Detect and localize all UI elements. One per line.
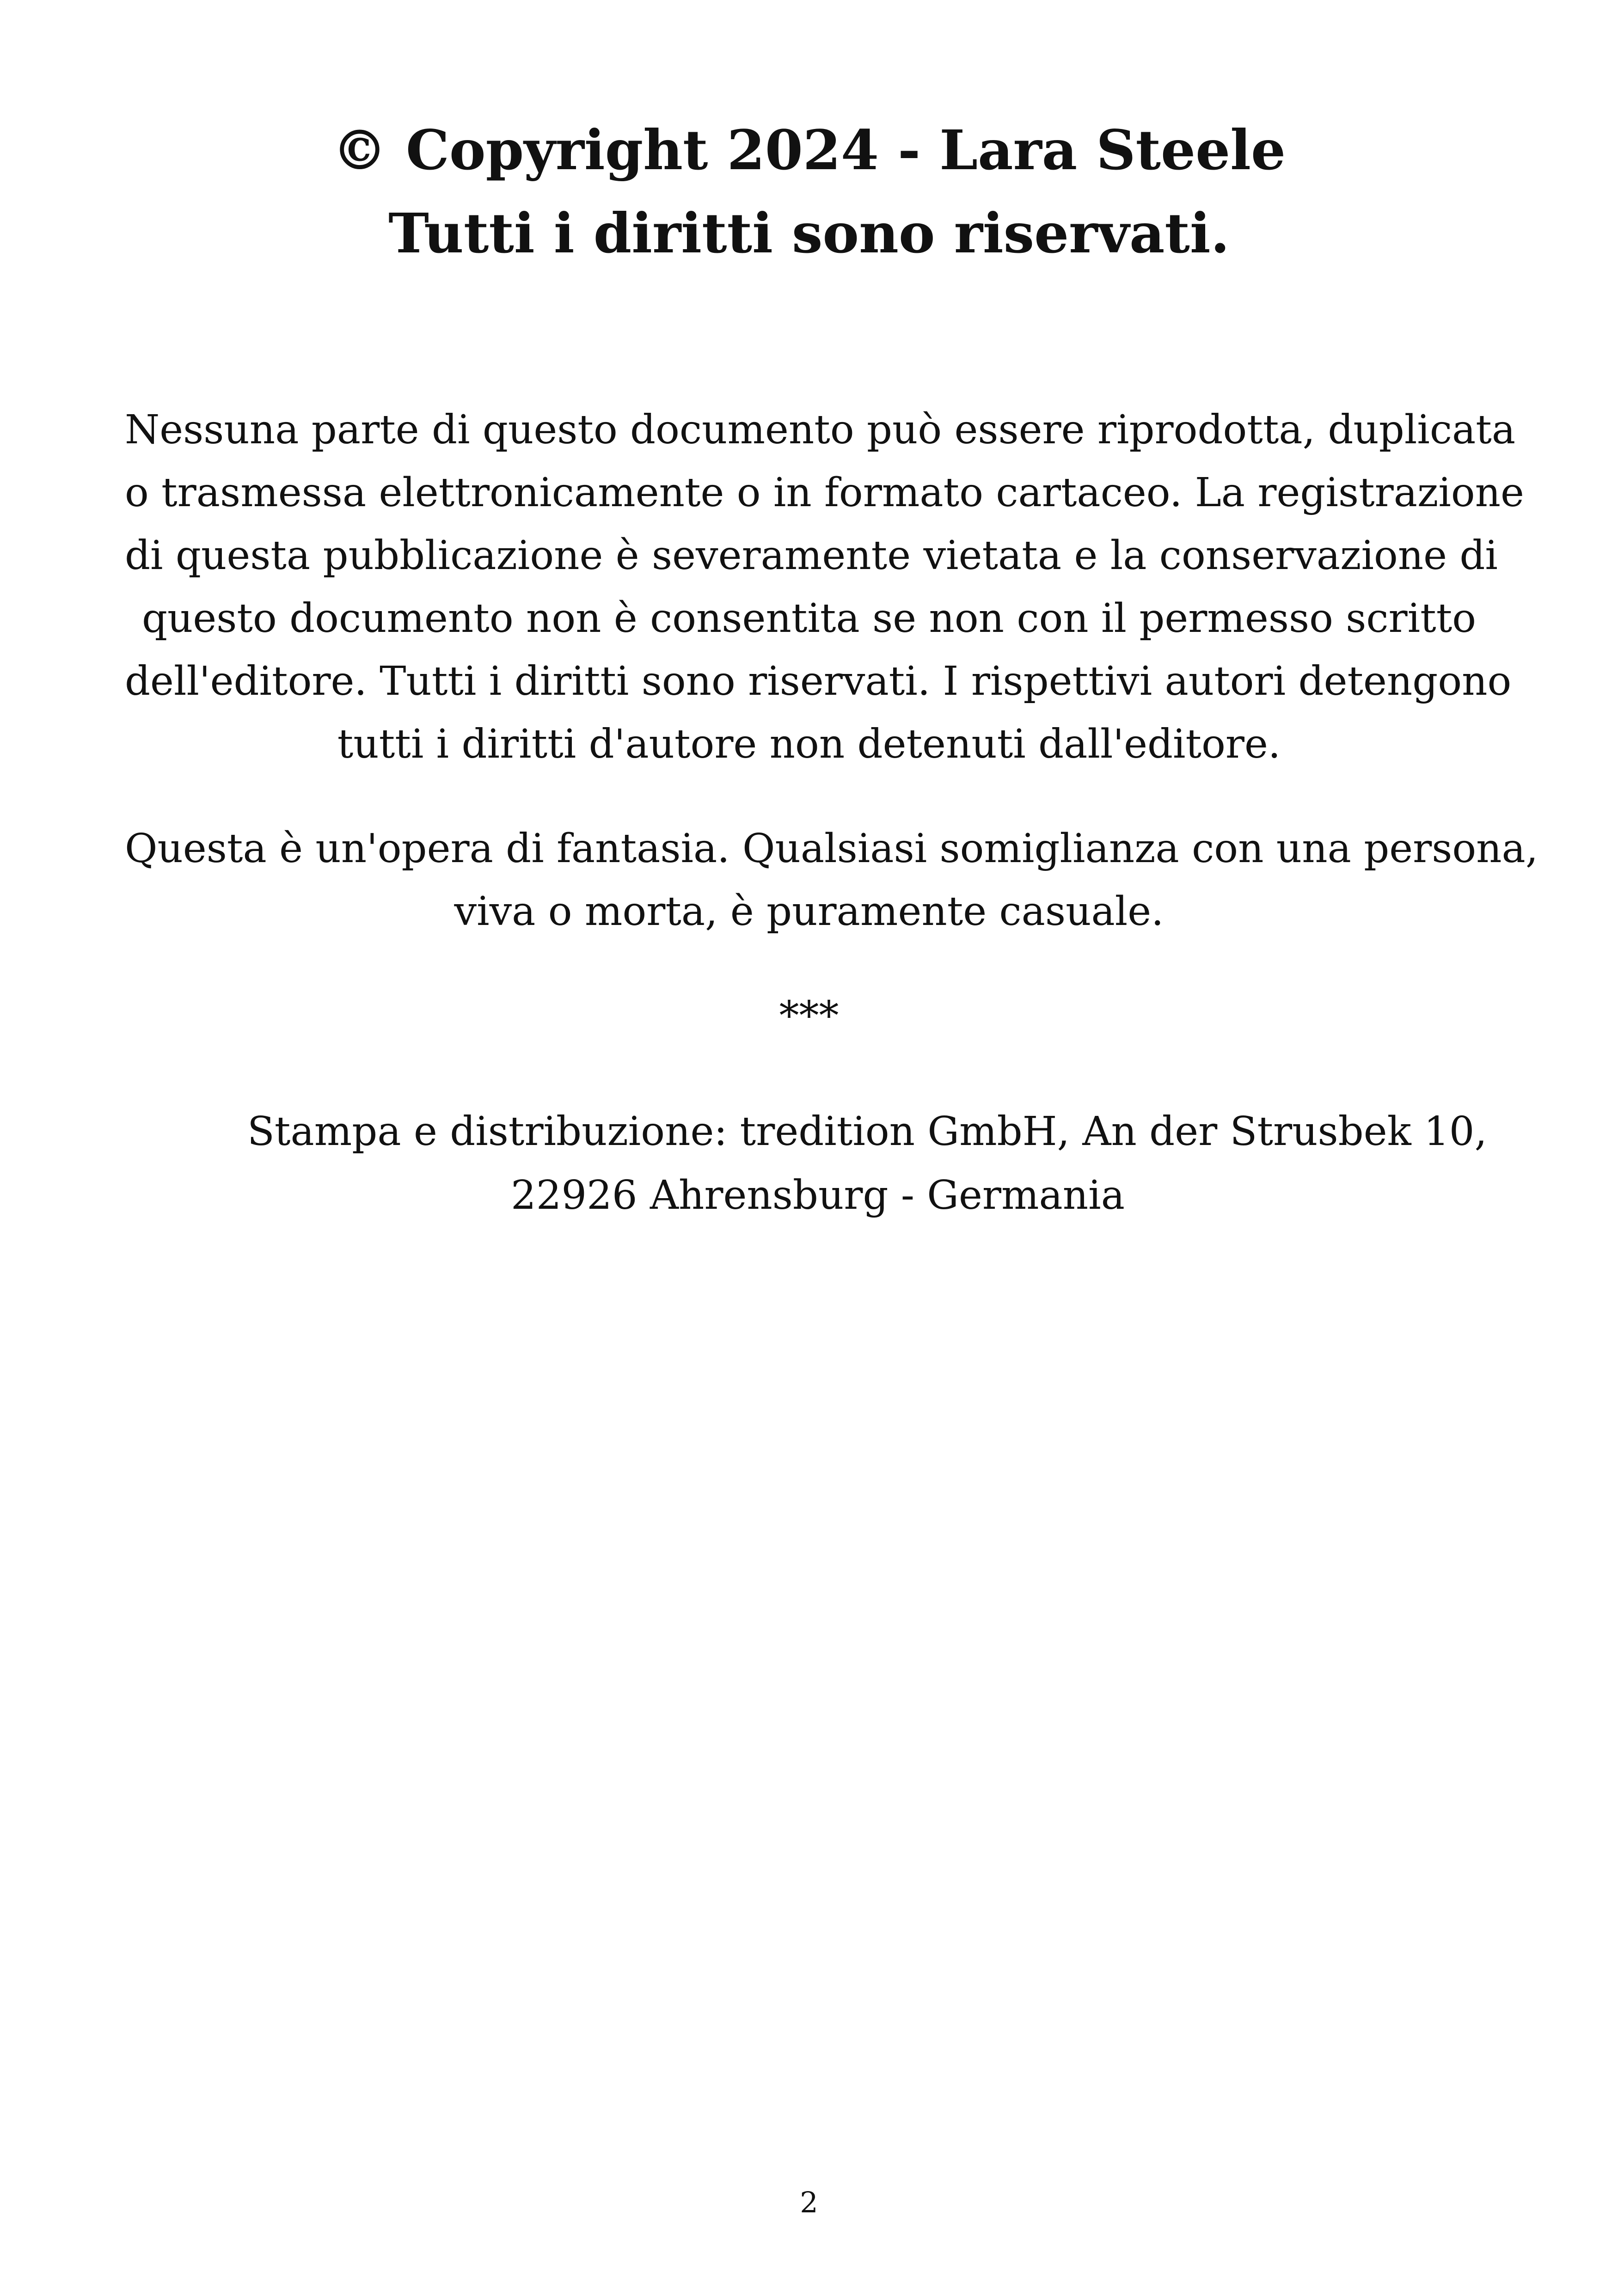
fiction-disclaimer-paragraph — [125, 817, 1538, 943]
paragraph-line: Questa è un'opera di fantasia. Qualsiasi somiglianza con una persona, — [125, 826, 1538, 872]
paragraph-line: viva o morta, è puramente casuale. — [454, 888, 1164, 935]
paragraph-line: Nessuna parte di questo documento può essere riprodotta, duplicata — [125, 407, 1516, 453]
page-number: 2 — [800, 2186, 818, 2219]
section-separator: *** — [779, 993, 839, 1039]
imprint-address-line: Stampa e distribuzione: tredition GmbH, An der Strusbek 10, — [247, 1108, 1487, 1155]
imprint-city-line: 22926 Ahrensburg - Germania — [511, 1172, 1125, 1218]
paragraph-line: dell'editore. Tutti i diritti sono riservati. I rispettivi autori detengono — [125, 658, 1512, 704]
paragraph-line: tutti i diritti d'autore non detenuti dall'editore. — [337, 721, 1281, 767]
copyright-notice-paragraph — [125, 398, 1524, 776]
rights-reserved-title: Tutti i diritti sono riservati. — [388, 201, 1230, 265]
paragraph-line: o trasmessa elettronicamente o in formato cartaceo. La registrazione — [125, 470, 1524, 516]
paragraph-line: questo documento non è consentita se non con il permesso scritto — [141, 595, 1477, 642]
copyright-title: © Copyright 2024 - Lara Steele — [332, 118, 1286, 182]
paragraph-line: di questa pubblicazione è severamente vietata e la conservazione di — [125, 533, 1498, 579]
